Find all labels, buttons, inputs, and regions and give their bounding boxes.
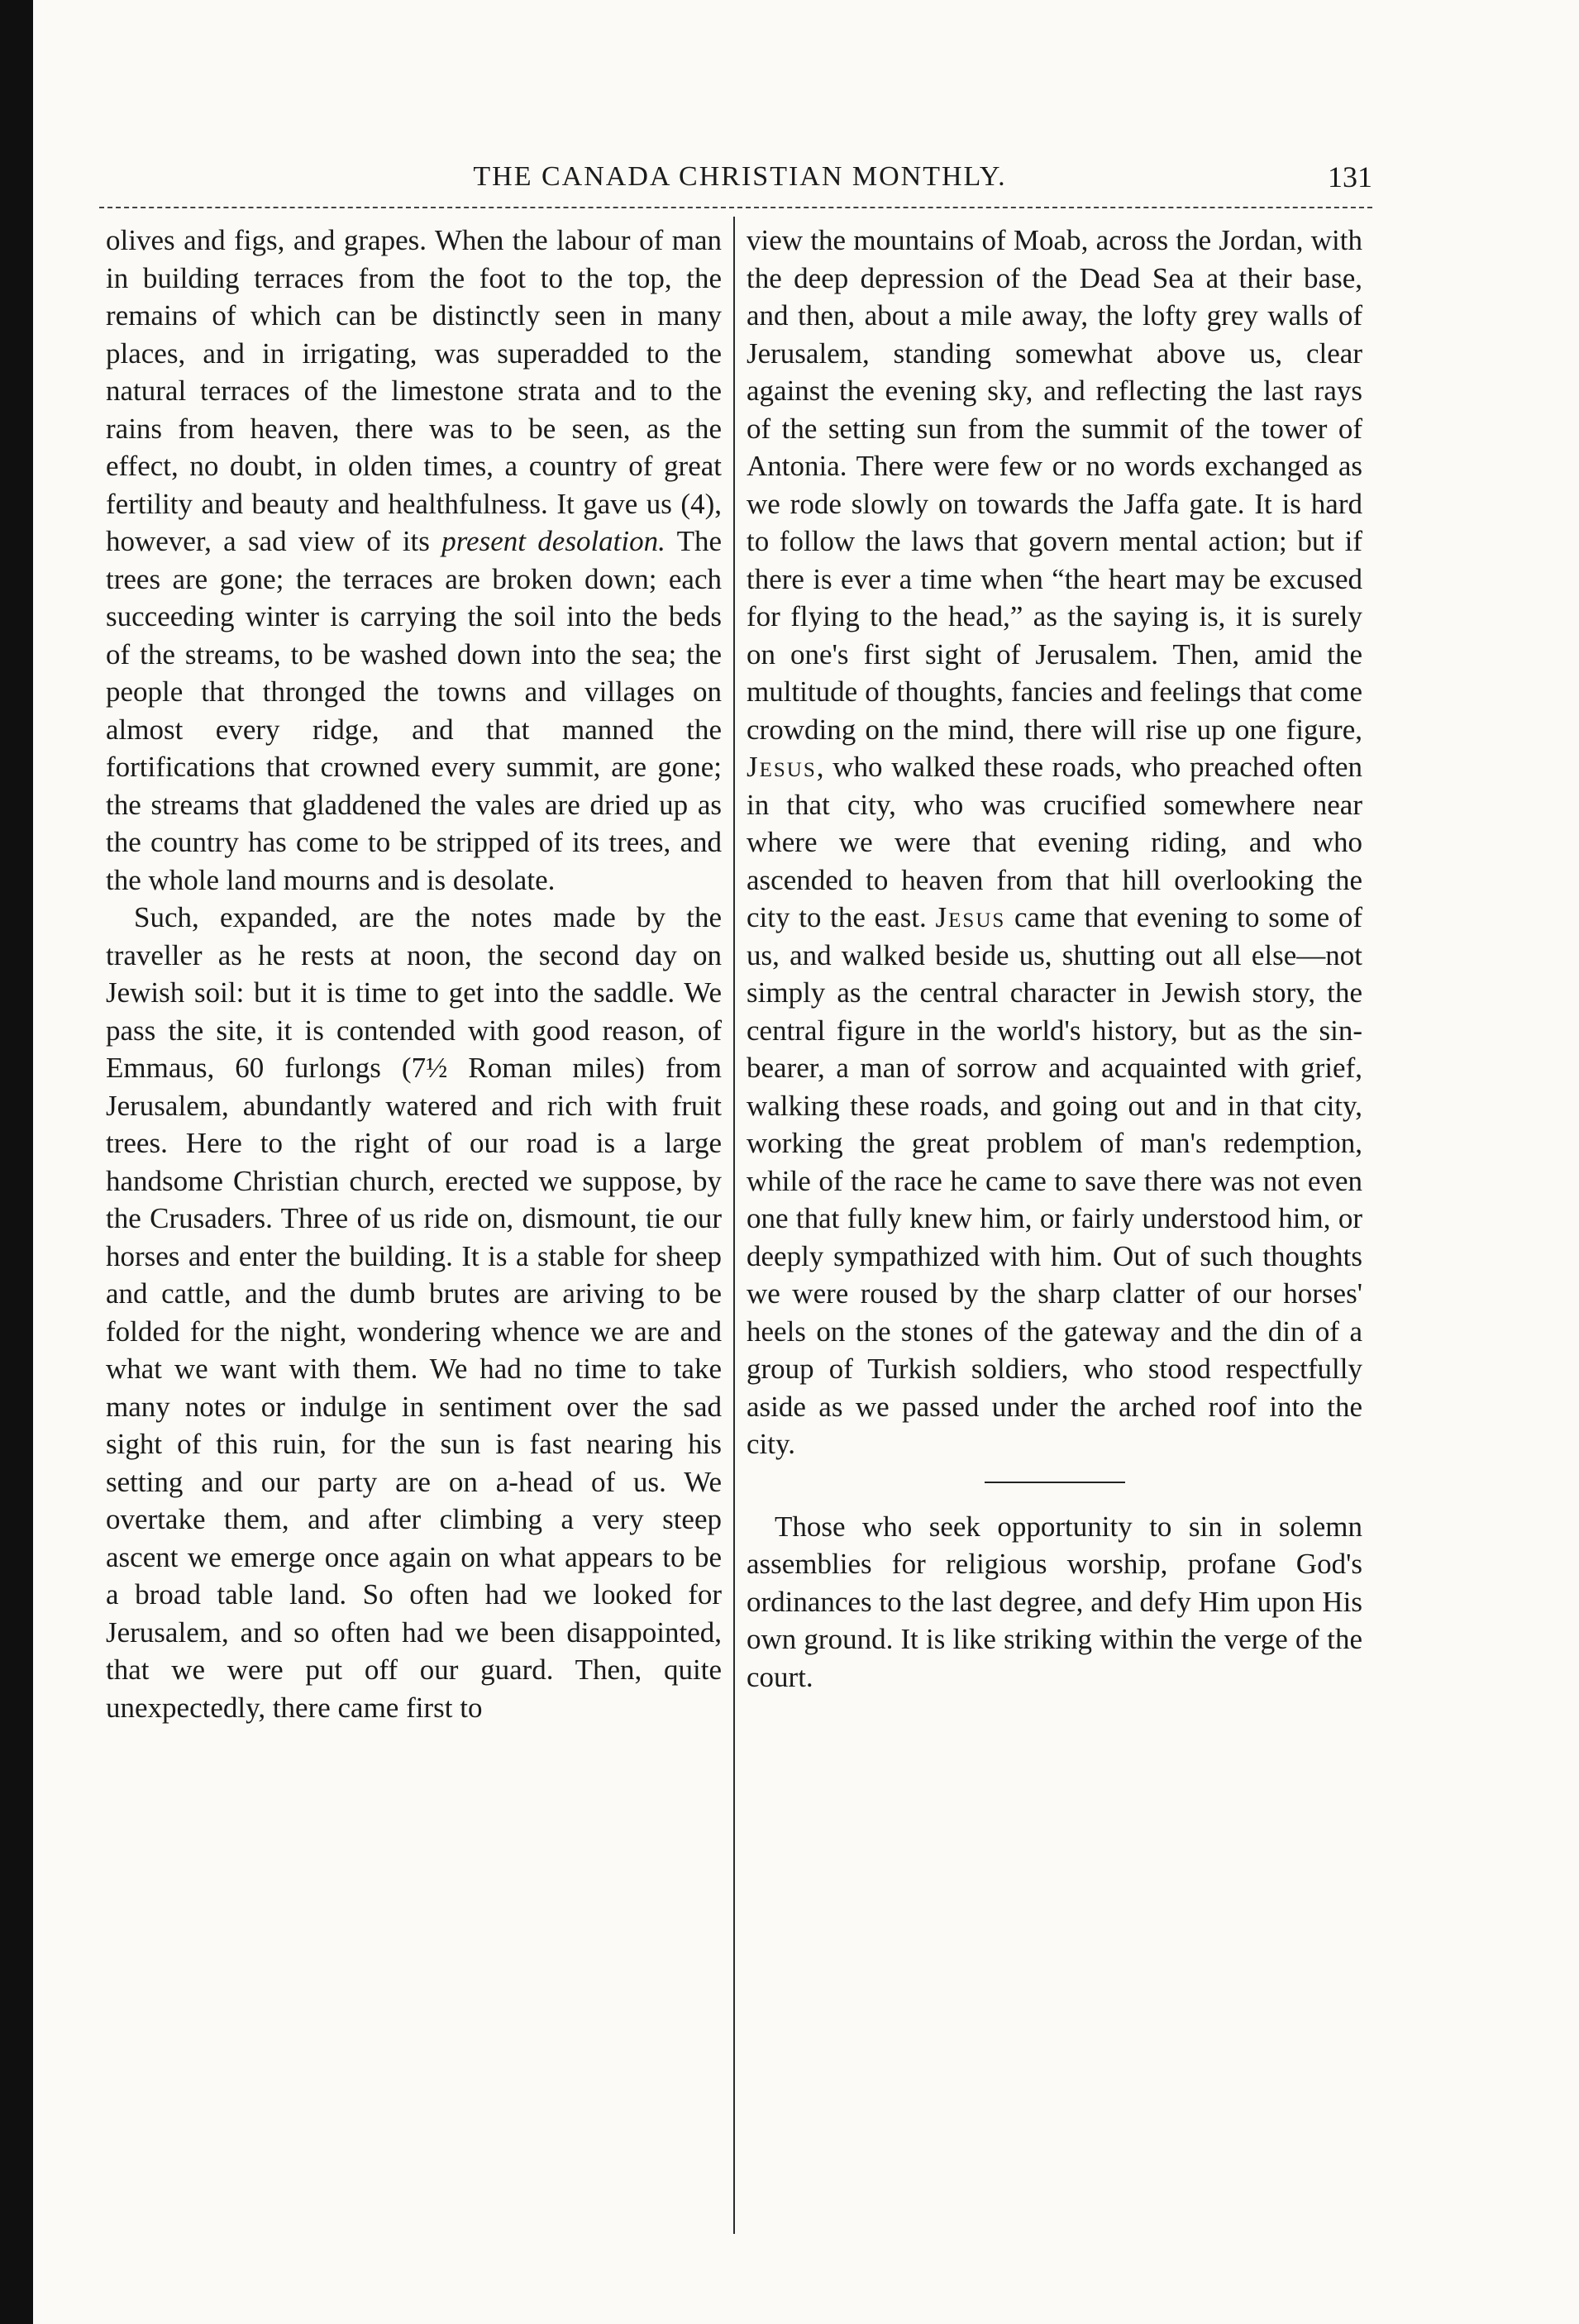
page-header (107, 154, 1372, 200)
right-paragraph-1 (747, 222, 1362, 1463)
left-p1-start: olives and figs, and grapes. When the labour of man in building terraces from the foot to the top, the remains of which can be distinctly seen in many places, and in irrigating, was superadded to the natural terraces of the limestone strata and to the rains from heaven, there was to be seen, as the effect, no doubt, in olden times, a country of great fertility and beauty and healthfulness. It gave us (4), however, a sad view of its (106, 224, 722, 557)
left-p1-italic: present desolation. (441, 525, 665, 557)
header-rule (99, 207, 1372, 208)
page-number: 131 (1328, 160, 1372, 193)
jesus-name-2: Jesus (935, 901, 1006, 933)
column-divider (733, 217, 735, 2234)
left-paragraph-1 (106, 222, 722, 899)
right-p1-c: came that evening to some of us, and walked beside us, shutting out all else—not simply as the central character in Jewish story, the central figure in the world's history, but as the sin-bearer, a man of sorrow and acquainted with grief, walking these roads, and going out and in that city, working the great problem of man's redemption, while of the race he came to save there was not even one that fully knew him, or fairly understood him, or deeply sympathized with him. Out of such thoughts we were roused by the sharp clatter of our horses' heels on the stones of the gateway and the din of a group of Turkish soldiers, who stood respectfully aside as we passed under the arched roof into the city. (747, 901, 1362, 1460)
right-p1-a: view the mountains of Moab, across the Jordan, with the deep depression of the Dead Sea at their base, and then, about a mile away, the lofty grey walls of Jerusalem, standing somewhat above us, clear against the evening sky, and reflecting the last rays of the setting sun from the summit of the tower of Antonia. There were few or no words exchanged as we rode slowly on towards the Jaffa gate. It is hard to follow the laws that govern mental action; but if there is ever a time when “the heart may be excused for flying to the head,” as the saying is, it is surely on one's first sight of Jerusalem. Then, amid the multitude of thoughts, fancies and feelings that come crowding on the mind, there will rise up one figure, (747, 224, 1362, 746)
left-paragraph-2: Such, expanded, are the notes made by the traveller as he rests at noon, the second day on Jewish soil: but it is time to get into the saddle. We pass the site, it is contended with good reason, of Emmaus, 60 furlongs (7½ Roman miles) from Jerusalem, abundantly watered and rich with fruit trees. Here to the right of our road is a large handsome Christian church, erected we suppose, by the Crusaders. Three of us ride on, dismount, tie our horses and enter the building. It is a stable for sheep and cattle, and the dumb brutes are ariving to be folded for the night, wondering whence we are and what we want with them. We had no time to take many notes or indulge in sentiment over the sad sight of this ruin, for the sun is fast nearing his setting and our party are on a-head of us. We overtake them, and after climbing a very steep ascent we emerge once again on what appears to be a broad table land. So often had we looked for Jerusalem, and so often had we been disappointed, that we were put off our guard. Then, quite unexpectedly, there came first to (106, 901, 722, 1724)
page-binding-edge (0, 0, 33, 2324)
right-p1-b: , who walked these roads, who preached often in that city, who was crucified somewhere near where we were that evening riding, and who ascended to heaven from that hill overlooking the city to the east. (747, 751, 1362, 933)
running-title: THE CANADA CHRISTIAN MONTHLY. (473, 161, 1007, 192)
section-rule (985, 1482, 1125, 1483)
left-p1-end: The trees are gone; the terraces are broken down; each succeeding winter is carrying the soil into the beds of the streams, to be washed down into the sea; the people that thronged the towns and villages on almost every ridge, and that manned the fortifications that crowned every summit, are gone; the streams that gladdened the vales are dried up as the country has come to be stripped of its trees, and the whole land mourns and is desolate. (106, 525, 722, 896)
right-paragraph-2: Those who seek opportunity to sin in solemn assemblies for religious worship, profane God's ordinances to the last degree, and defy Him upon His own ground. It is like striking within the verge of the court. (747, 1510, 1362, 1693)
right-column (747, 222, 1362, 1696)
jesus-name-1: Jesus (747, 751, 817, 783)
left-column (106, 222, 722, 1726)
